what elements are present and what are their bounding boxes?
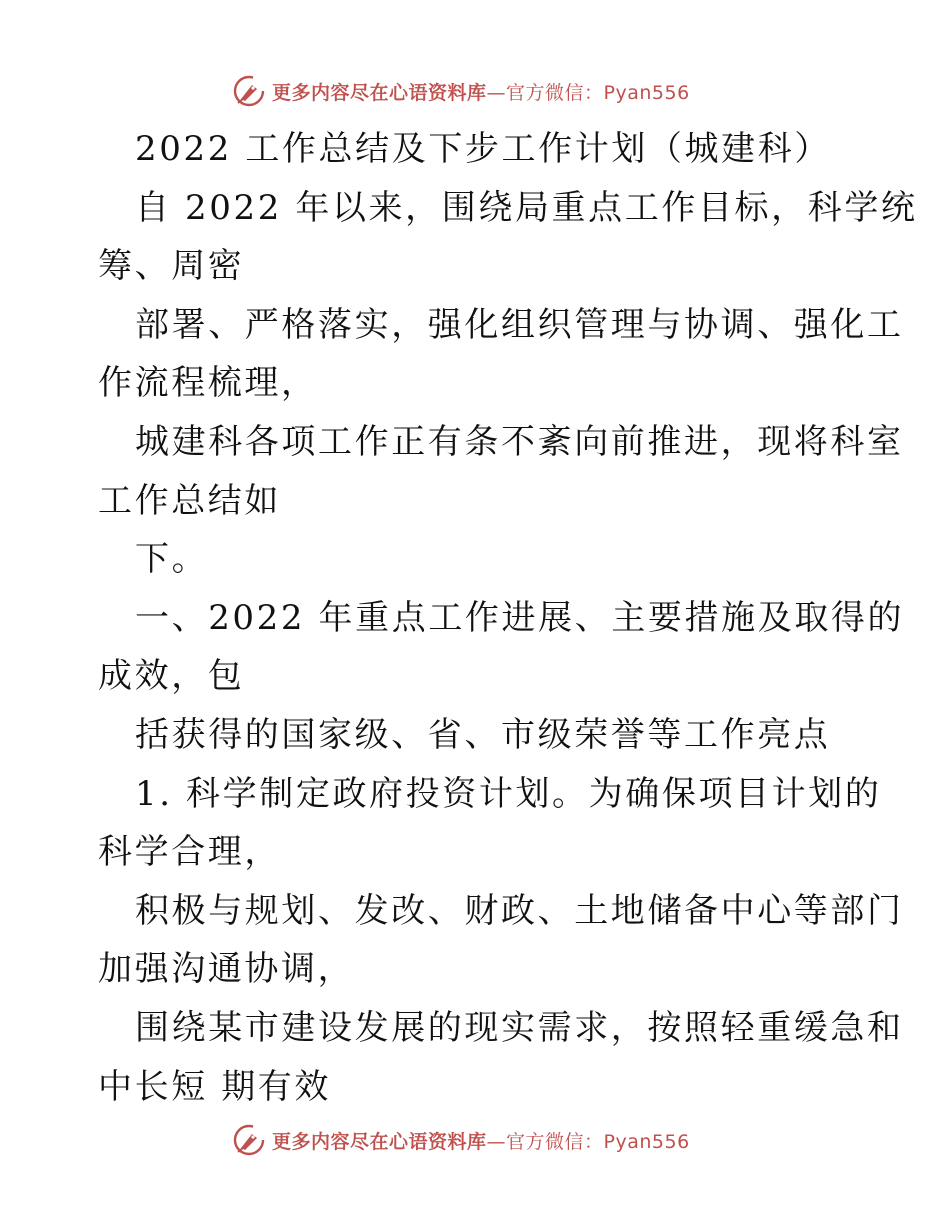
paragraph-line: 积极与规划、发改、财政、土地储备中心等部门	[135, 890, 904, 931]
section-heading: 成效，包	[98, 656, 245, 697]
paragraph-line: 自 2022 年以来，围绕局重点工作目标，科学统	[135, 187, 918, 228]
banner-text: 更多内容尽在心语资料库	[272, 1130, 487, 1153]
paragraph-line: 围绕某市建设发展的现实需求，按照轻重缓急和	[135, 1007, 904, 1048]
header-banner	[232, 71, 690, 111]
pen-nib-logo-icon	[232, 74, 266, 108]
banner-wechat: —官方微信：Pyan556	[486, 1130, 690, 1153]
paragraph-line: 括获得的国家级、省、市级荣誉等工作亮点	[135, 714, 831, 755]
paragraph-line: 作流程梳理，	[98, 363, 318, 404]
paragraph-line: 科学合理，	[98, 832, 281, 873]
footer-banner	[232, 1120, 690, 1160]
paragraph-line: 部署、严格落实，强化组织管理与协调、强化工	[135, 304, 904, 345]
paragraph-line: 筹、周密	[98, 246, 245, 287]
paragraph-line: 中长短 期有效	[98, 1066, 332, 1107]
paragraph-line: 加强沟通协调，	[98, 949, 355, 990]
paragraph-line: 1. 科学制定政府投资计划。为确保项目计划的	[135, 773, 882, 814]
pen-nib-logo-icon	[232, 1123, 266, 1157]
paragraph-line: 城建科各项工作正有条不紊向前推进，现将科室	[135, 421, 904, 462]
document-body	[98, 120, 918, 1116]
banner-text: 更多内容尽在心语资料库	[272, 81, 487, 104]
paragraph-line: 工作总结如	[98, 480, 281, 521]
banner-wechat: —官方微信：Pyan556	[486, 81, 690, 104]
section-heading: 一、2022 年重点工作进展、主要措施及取得的	[135, 597, 905, 638]
document-title: 2022 工作总结及下步工作计划（城建科）	[135, 129, 831, 169]
paragraph-line: 下。	[135, 539, 209, 580]
